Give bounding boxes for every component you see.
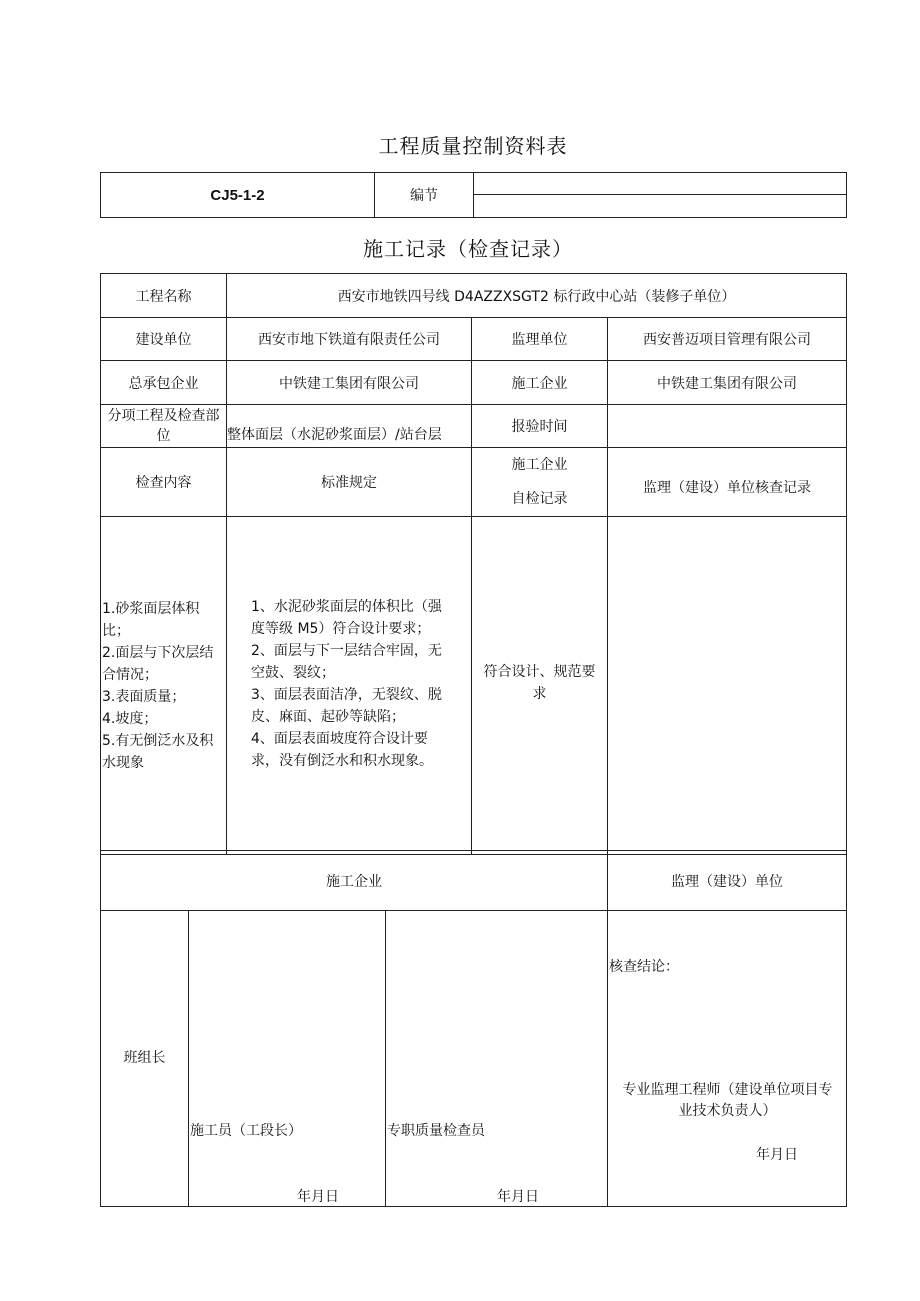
quality-inspector-label: 专职质量检查员 xyxy=(387,1123,485,1139)
header-table xyxy=(100,172,847,218)
number-value-top[interactable] xyxy=(474,173,847,195)
sign-construction-company-label: 施工企业 xyxy=(101,851,608,911)
supervisor-value: 西安普迈项目管理有限公司 xyxy=(608,318,847,361)
inspect-item: 3.表面质量； xyxy=(102,688,186,705)
constructor-sign-cell[interactable] xyxy=(189,911,386,1207)
inspect-item: 4.坡度； xyxy=(102,710,158,727)
supervision-sign-cell[interactable] xyxy=(608,911,847,1207)
inspect-item: 水现象 xyxy=(102,754,144,771)
builder-label: 建设单位 xyxy=(101,318,227,361)
engineer-label-line2: 业技术负责人） xyxy=(678,1103,777,1119)
number-value-bottom[interactable] xyxy=(474,195,847,218)
standard-line: 2、面层与下一层结合牢固，无 xyxy=(251,642,442,659)
document-subtitle: 施工记录（检查记录） xyxy=(363,237,573,261)
subitem-label xyxy=(101,405,227,448)
sign-table xyxy=(100,850,847,1207)
standard-line: 4、面层表面坡度符合设计要 xyxy=(251,730,428,747)
inspect-item: 2.面层与下次层结 xyxy=(102,644,214,661)
standards-cell xyxy=(227,517,472,855)
standard-line: 3、面层表面洁净，无裂纹、脱 xyxy=(251,686,442,703)
main-table xyxy=(100,273,847,855)
subitem-label-line1: 分项工程及检查部 xyxy=(107,408,220,424)
number-label: 编节 xyxy=(375,173,474,218)
standard-line: 皮、麻面、起砂等缺陷； xyxy=(251,708,405,725)
standard-line: 求，没有倒泛水和积水现象。 xyxy=(251,752,433,769)
engineer-label xyxy=(608,1080,847,1122)
quality-inspector-date: 年月日 xyxy=(497,1189,539,1205)
subitem-value: 整体面层（水泥砂浆面层）/站台层 xyxy=(227,405,472,448)
conclusion-label: 核查结论： xyxy=(609,959,679,975)
inspect-item: 5.有无倒泛水及积 xyxy=(102,732,214,749)
report-time-value[interactable] xyxy=(608,405,847,448)
builder-value: 西安市地下铁道有限责任公司 xyxy=(227,318,472,361)
standard-line: 空鼓、裂纹； xyxy=(251,664,335,681)
constructor-date: 年月日 xyxy=(297,1189,339,1205)
inspect-content-header: 检查内容 xyxy=(101,448,227,517)
team-leader-label: 班组长 xyxy=(101,911,189,1207)
standard-header: 标准规定 xyxy=(227,448,472,517)
inspect-item: 比； xyxy=(102,622,130,639)
document-title: 工程质量控制资料表 xyxy=(378,134,568,158)
inspect-item: 合情况； xyxy=(102,666,158,683)
project-name-label: 工程名称 xyxy=(101,274,227,318)
supervision-check-header: 监理（建设）单位核查记录 xyxy=(608,448,847,517)
standard-line: 1、水泥砂浆面层的体积比（强 xyxy=(251,598,442,615)
engineer-date: 年月日 xyxy=(756,1147,798,1163)
general-contractor-label: 总承包企业 xyxy=(101,361,227,405)
self-check-header-line1: 施工企业 xyxy=(511,457,568,473)
engineer-label-line1: 专业监理工程师（建设单位项目专 xyxy=(622,1082,833,1098)
form-code: CJ5-1-2 xyxy=(101,173,375,218)
self-check-result-line2: 求 xyxy=(532,685,547,702)
self-check-result xyxy=(472,517,608,855)
inspect-items-cell xyxy=(101,517,227,855)
project-name-value: 西安市地铁四号线 D4AZZXSGT2 标行政中心站（装修子单位） xyxy=(227,274,847,318)
construction-company-label: 施工企业 xyxy=(472,361,608,405)
construction-company-value: 中铁建工集团有限公司 xyxy=(608,361,847,405)
inspect-item: 1.砂浆面层体积 xyxy=(102,600,200,617)
supervisor-label: 监理单位 xyxy=(472,318,608,361)
constructor-label: 施工员（工段长） xyxy=(190,1123,302,1139)
standard-line: 度等级 M5）符合设计要求； xyxy=(251,620,431,637)
quality-inspector-sign-cell[interactable] xyxy=(386,911,608,1207)
subitem-label-line2: 位 xyxy=(156,428,171,444)
report-time-label: 报验时间 xyxy=(472,405,608,448)
general-contractor-value: 中铁建工集团有限公司 xyxy=(227,361,472,405)
self-check-result-line1: 符合设计、规范要 xyxy=(483,663,596,680)
self-check-header xyxy=(472,448,608,517)
self-check-header-line2: 自检记录 xyxy=(511,491,568,507)
sign-supervision-unit-label: 监理（建设）单位 xyxy=(608,851,847,911)
supervision-check-value[interactable] xyxy=(608,517,847,855)
